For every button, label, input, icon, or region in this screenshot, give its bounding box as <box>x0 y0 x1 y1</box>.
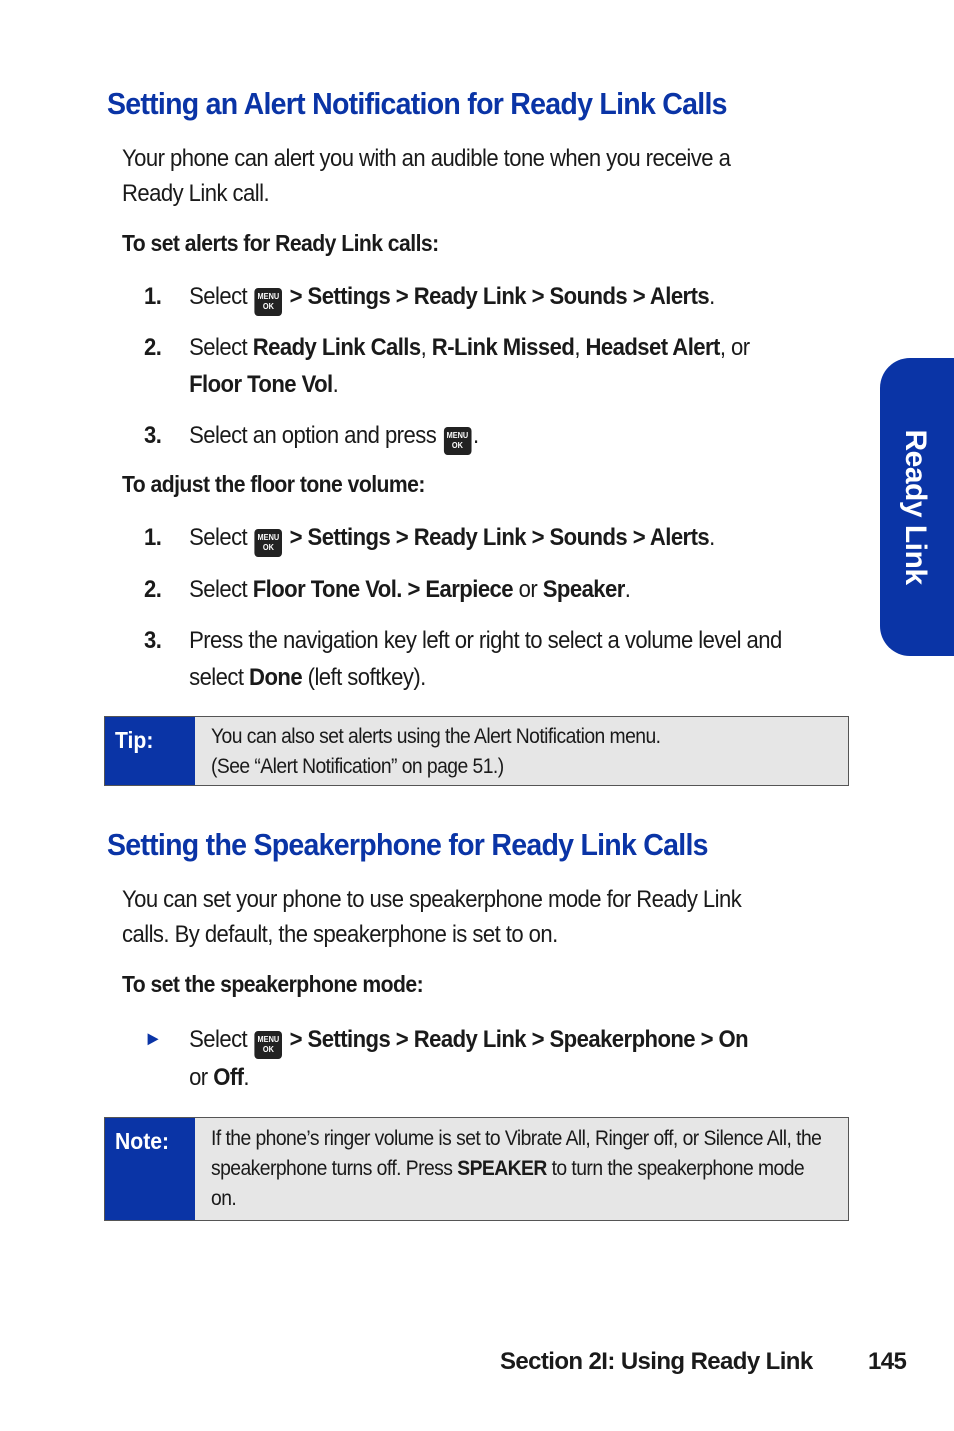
tip-box: Tip: You can also set alerts using the Alert Notification menu. (See “Alert Notification” on page 51.) <box>104 716 849 786</box>
speakerphone-intro: You can set your phone to use speakerphone mode for Ready Link calls. By default, the speakerphone is set to on. <box>122 886 742 948</box>
step-floor-3: 3. Press the navigation key left or right to select a volume level and select Done (left softkey). <box>144 627 782 691</box>
page-number: 145 <box>868 1348 907 1375</box>
floor-tone-lead: To adjust the floor tone volume: <box>122 471 425 497</box>
step-floor-1: 1. Select MENU OK > Settings > Ready Link > Sounds > Alerts. <box>144 519 788 557</box>
speakerphone-lead: To set the speakerphone mode: <box>122 971 424 997</box>
footer-section: Section 2I: Using Ready Link <box>500 1348 813 1375</box>
tip-label: Tip: <box>105 717 195 785</box>
menu-ok-key-icon: MENU OK <box>255 288 283 316</box>
menu-ok-key-icon: MENU OK <box>255 529 283 557</box>
step-alert-1: 1. Select MENU OK > Settings > Ready Link > Sounds > Alerts. <box>144 278 788 316</box>
menu-ok-key-icon: MENU OK <box>444 427 472 455</box>
bullet-arrow-icon: ► <box>144 1028 162 1050</box>
chapter-tab-label: Ready Link <box>899 429 932 585</box>
step-floor-2: 2. Select Floor Tone Vol. > Earpiece or Speaker. <box>144 576 631 603</box>
note-label: Note: <box>105 1118 195 1220</box>
section-title-speakerphone: Setting the Speakerphone for Ready Link Calls <box>107 827 708 862</box>
note-box: Note: If the phone’s ringer volume is set to Vibrate All, Ringer off, or Silence All, the speakerphone turns off. Press SPEAKER to turn the speakerphone mode on. <box>104 1117 849 1221</box>
section-title-alert: Setting an Alert Notification for Ready Link Calls <box>107 86 727 121</box>
step-alert-3: 3. Select an option and press MENU OK . <box>144 417 788 455</box>
menu-ok-key-icon: MENU OK <box>255 1031 283 1059</box>
alert-lead: To set alerts for Ready Link calls: <box>122 230 439 256</box>
alert-intro: Your phone can alert you with an audible tone when you receive a Ready Link call. <box>122 145 731 207</box>
step-speakerphone: ► Select MENU OK > Settings > Ready Link > Speakerphone > On or Off. <box>144 1021 788 1096</box>
step-alert-2: 2. Select Ready Link Calls, R-Link Missed, Headset Alert, or Floor Tone Vol. <box>144 334 750 398</box>
